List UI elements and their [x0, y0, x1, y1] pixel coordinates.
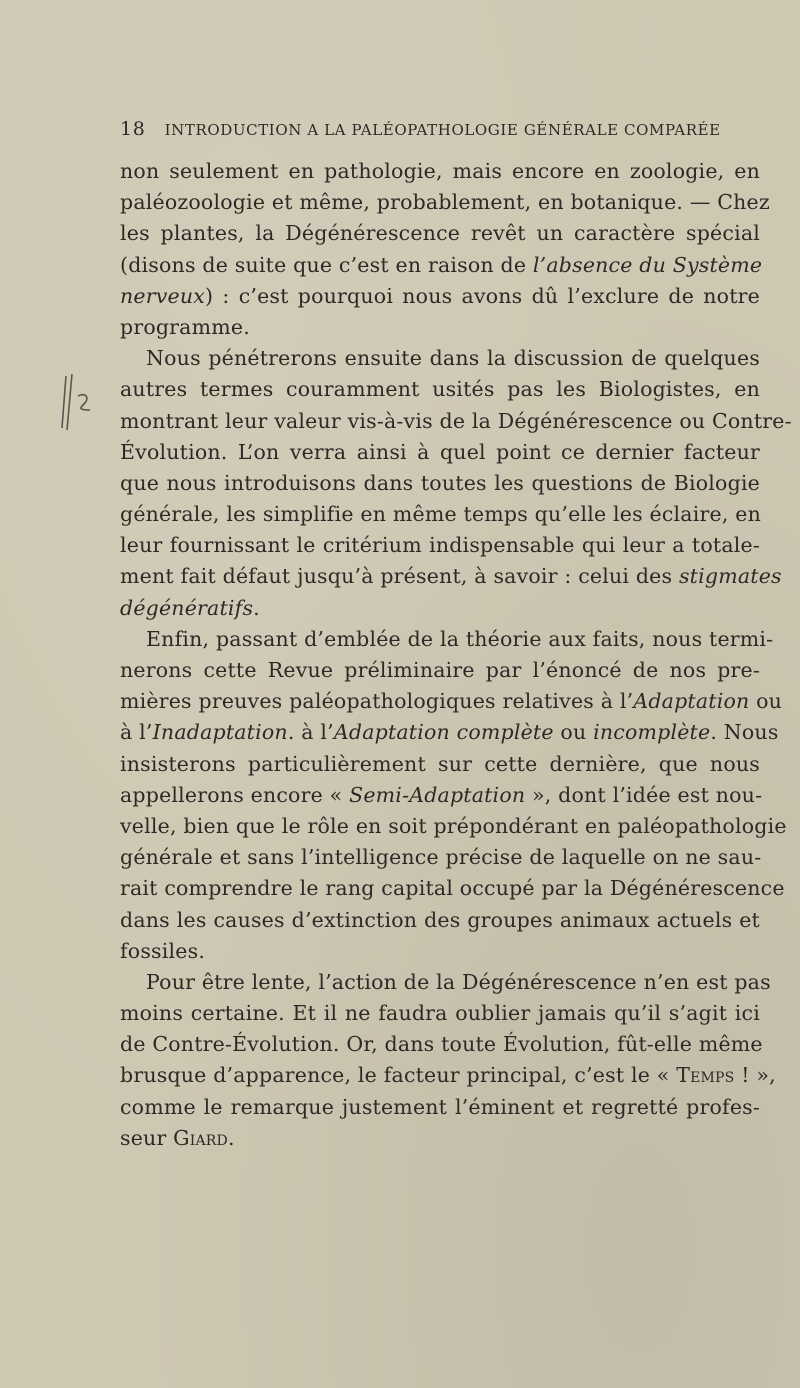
text-line	[120, 1123, 760, 1154]
text-run: . à l’	[287, 720, 334, 745]
text-run: à l’	[120, 720, 153, 745]
text-run: stigmates	[678, 564, 782, 589]
text-run: ! »,	[734, 1063, 776, 1088]
text-line: générale, les simplifie en même temps qu’elle les éclaire, en	[120, 502, 761, 527]
text-line	[120, 250, 763, 281]
text-line	[120, 1060, 776, 1091]
text-run: ) : c’est pourquoi nous avons dû l’exclure de notre	[205, 283, 760, 308]
text-run: brusque d’apparence, le facteur principal, c’est le «	[120, 1063, 677, 1088]
text-run: Giard	[173, 1125, 228, 1150]
text-line	[120, 780, 763, 811]
text-run: .	[227, 1125, 235, 1150]
text-run: dégénératifs	[120, 595, 254, 620]
text-line: nerons cette Revue préliminaire par l’énoncé de nos pre-	[120, 658, 760, 682]
text-line	[120, 593, 760, 624]
text-line: Pour être lente, l’action de la Dégénérescence n’en est pas	[146, 969, 771, 994]
text-line: velle, bien que le rôle en soit prépondérant en paléopathologie	[120, 813, 787, 838]
text-line: rait comprendre le rang capital occupé par la Dégénérescence	[120, 876, 785, 901]
body-text	[120, 156, 792, 1154]
text-line	[120, 686, 783, 717]
paragraph	[120, 624, 787, 967]
text-line: programme.	[120, 314, 250, 339]
text-run: l’absence du Système	[532, 252, 763, 277]
text-run: Semi-Adaptation	[349, 782, 526, 807]
text-line	[120, 561, 782, 592]
paragraph	[120, 156, 770, 343]
text-line: que nous introduisons dans toutes les questions de Biologie	[120, 470, 760, 495]
text-line: non seulement en pathologie, mais encore en zoologie, en	[120, 159, 760, 183]
text-run: Adaptation	[633, 689, 750, 714]
page-number: 18	[120, 118, 146, 140]
text-run: ou	[749, 689, 783, 714]
text-line: insisterons particulièrement sur cette dernière, que nous	[120, 751, 760, 776]
text-run: .	[253, 595, 260, 620]
text-line: comme le remarque justement l’éminent et regretté profes-	[120, 1094, 760, 1119]
text-line: les plantes, la Dégénérescence revêt un caractère spécial	[120, 221, 760, 246]
text-run: Inadaptation	[152, 720, 288, 745]
text-line: paléozoologie et même, probablement, en botanique. — Chez	[120, 190, 770, 215]
text-run: ou	[553, 720, 594, 745]
text-run: Adaptation complète	[333, 720, 554, 745]
text-line: montrant leur valeur vis-à-vis de la Dégénérescence ou Contre-	[120, 408, 792, 433]
text-line	[120, 717, 779, 748]
text-line: de Contre-Évolution. Or, dans toute Évolution, fût-elle même	[120, 1032, 763, 1057]
text-line: générale et sans l’intelligence précise de laquelle on ne sau-	[120, 845, 762, 870]
text-line: dans les causes d’extinction des groupes animaux actuels et	[120, 907, 760, 932]
text-run: ment fait défaut jusqu’à présent, à savoir : celui des	[120, 564, 679, 589]
text-line	[120, 281, 760, 312]
running-title: INTRODUCTION A LA PALÉOPATHOLOGIE GÉNÉRALE COMPARÉE	[164, 121, 721, 139]
text-line: moins certaine. Et il ne faudra oublier jamais qu’il s’agit ici	[120, 1001, 760, 1026]
text-line: fossiles.	[120, 938, 206, 963]
text-line: Nous pénétrerons ensuite dans la discussion de quelques	[146, 346, 760, 371]
handwritten-margin-note	[56, 372, 108, 432]
text-run: incomplète	[593, 720, 711, 745]
running-head	[120, 118, 760, 142]
pencil-annotation-icon	[56, 372, 108, 432]
text-run: seur	[120, 1125, 174, 1150]
text-run: Temps	[676, 1063, 735, 1088]
text-run: . Nous	[710, 720, 779, 745]
text-run: nerveux	[120, 283, 206, 308]
text-line: leur fournissant le critérium indispensable qui leur a totale-	[120, 533, 760, 558]
text-line: autres termes couramment usités pas les Biologistes, en	[120, 377, 760, 402]
paragraph	[120, 343, 792, 624]
text-run: », dont l’idée est nou-	[525, 782, 763, 807]
text-run: mières preuves paléopathologiques relatives à l’	[120, 689, 634, 714]
text-line: Enfin, passant d’emblée de la théorie aux faits, nous termi-	[146, 626, 774, 651]
paragraph	[120, 967, 776, 1154]
text-run: appellerons encore «	[120, 782, 350, 807]
text-run: (disons de suite que c’est en raison de	[120, 252, 533, 277]
text-line: Évolution. L’on verra ainsi à quel point ce dernier facteur	[120, 439, 760, 464]
